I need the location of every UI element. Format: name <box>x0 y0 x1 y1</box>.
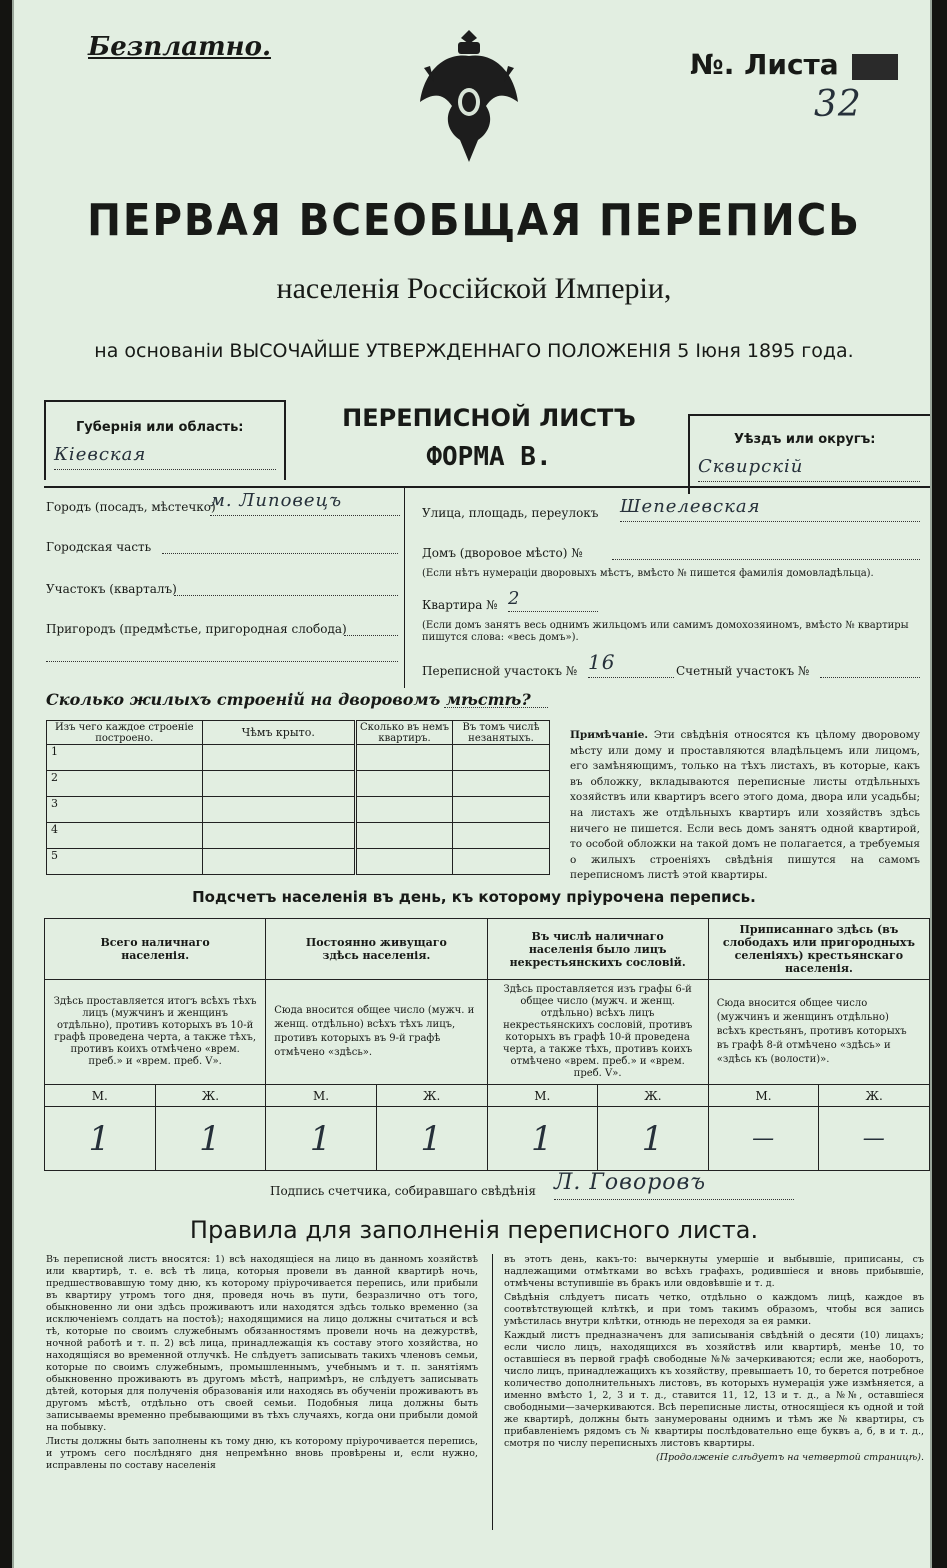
count-desc-total: Здѣсь проставляется итогъ всѣхъ тѣхъ лицъ (мужчинъ и женщинъ отдѣльно), противъ которыхъ въ 10-й графѣ проведена черта, а также тѣхъ, противъ коихъ отмѣчено «врем. преб.» и «врем. преб. V». <box>45 980 266 1085</box>
count-nonpeasant-m: 1 <box>487 1107 598 1171</box>
apartment-note: (Если домъ занятъ весь однимъ жильцомъ или самимъ домохозяиномъ, вмѣсто № квартиры пишутся слова: «весь домъ»). <box>422 620 909 643</box>
city-part-field <box>162 540 398 554</box>
rules-left-column <box>46 1254 478 1474</box>
buildings-row: 1 <box>47 745 203 771</box>
city-part-label: Городская часть <box>46 540 152 554</box>
rules-right-column <box>504 1254 924 1466</box>
district-label: Участокъ (кварталъ) <box>46 582 177 596</box>
buildings-row: 5 <box>47 849 203 875</box>
buildings-row: 2 <box>47 771 203 797</box>
f-label: Ж. <box>155 1085 266 1107</box>
count-permanent-f: 1 <box>376 1107 487 1171</box>
buildings-head-material: Изъ чего каждое строеніе построено. <box>47 721 203 745</box>
counting-district-field <box>820 664 920 678</box>
apartment-label: Квартира № <box>422 598 498 612</box>
rules-title: Правила для заполненія переписного листа. <box>189 1216 759 1244</box>
m-label: М. <box>708 1085 819 1107</box>
ink-blot <box>852 54 898 80</box>
rules-right-text-2: Свѣдѣнія слѣдуетъ писать четко, отдѣльно о каждомъ лицѣ, каждое въ соотвѣтствующей клѣткѣ, и при томъ такимъ образомъ, чтобы вся запись умѣстилась внутри клѣтки, отнюдь не переходя за ея рамки. <box>504 1292 924 1327</box>
double-headed-eagle-emblem <box>414 22 524 172</box>
free-label: Безплатно. <box>88 32 271 62</box>
count-peasant-m: — <box>708 1107 819 1171</box>
house-field <box>612 546 920 560</box>
signature-value: Л. Говоровъ <box>554 1170 794 1200</box>
rules-right-text: въ этотъ день, какъ-то: вычеркнуты умершіе и выбывшіе, приписаны, съ надлежащими отмѣтками во всѣхъ графахъ, родившіеся и вновь прибывшіе, отмѣчены вступившіе въ бракъ или овдовѣвшіе и т. д. <box>504 1254 924 1289</box>
census-form-page <box>12 0 932 1568</box>
buildings-head-roof: Чѣмъ крыто. <box>202 721 356 745</box>
count-total-m: 1 <box>45 1107 156 1171</box>
rules-continued: (Продолженіе слѣдуетъ на четвертой страницѣ). <box>656 1452 924 1463</box>
signature-label: Подпись счетчика, собиравшаго свѣдѣнія <box>270 1184 536 1198</box>
house-note: (Если нѣтъ нумераціи дворовыхъ мѣстъ, вмѣсто № пишется фамилія домовладѣльца). <box>422 568 874 579</box>
house-label: Домъ (дворовое мѣсто) № <box>422 546 583 560</box>
buildings-head-flats: Сколько въ немъ квартиръ. <box>356 721 453 745</box>
buildings-row: 3 <box>47 797 203 823</box>
suburb-label: Пригородъ (предмѣстье, пригородная слобода) <box>46 622 347 636</box>
note-text: Эти свѣдѣнія относятся къ цѣлому дворовому мѣсту или дому и проставляются владѣльцемъ или лицомъ, его замѣняющимъ, только на тѣхъ листахъ, въ которые, какъ въ обложку, вкладываются переписные листы отдѣльныхъ хозяйствъ или квартиръ всего этого дома, двора или усадьбы; на листахъ же отдѣльныхъ квартиръ или хозяйствъ здѣсь ничего не пишется. Если весь домъ занятъ одной квартирой, то особой обложки на такой домъ не полагается, а требуемыя о жилыхъ строеніяхъ свѣдѣнія пишутся на самомъ переписномъ листѣ этой квартиры. <box>570 729 920 882</box>
note-lead: Примѣчаніе. <box>570 729 649 741</box>
buildings-question: Сколько жилыхъ строеній на дворовомъ мѣстѣ? <box>46 690 531 709</box>
count-head-permanent: Постоянно живущаго здѣсь населенія. <box>266 919 487 980</box>
f-label: Ж. <box>598 1085 709 1107</box>
sheet-number-label: №. Листа <box>690 48 839 81</box>
count-head-peasant: Приписаннаго здѣсь (въ слободахъ или пригородныхъ селеніяхъ) крестьянскаго населенія. <box>708 919 929 980</box>
street-value: Шепелевская <box>620 496 920 522</box>
count-desc-nonpeasant: Здѣсь проставляется изъ графы 6-й общее число (мужч. и женщ. отдѣльно) всѣхъ лицъ некрестьянскихъ сословій, противъ которыхъ въ графѣ 10-й проведена черта, а также тѣхъ, противъ коихъ отмѣчено «врем. преб.» и «врем. преб. V». <box>487 980 708 1085</box>
form-letter: ФОРМА В. <box>426 442 552 472</box>
form-title: ПЕРЕПИСНОЙ ЛИСТЪ <box>342 404 636 432</box>
f-label: Ж. <box>376 1085 487 1107</box>
rules-left-text-2: Листы должны быть заполнены къ тому дню, къ которому пріурочивается перепись, и утромъ сего послѣдняго дня непремѣнно вновь провѣрены и, если нужно, исправлены по составу населенія <box>46 1436 478 1471</box>
legal-basis: на основаніи ВЫСОЧАЙШЕ УТВЕРЖДЕННАГО ПОЛОЖЕНІЯ 5 Іюня 1895 года. <box>94 340 854 362</box>
count-title: Подсчетъ населенія въ день, къ которому пріурочена перепись. <box>192 888 756 906</box>
suburb-field-2 <box>46 648 398 662</box>
uezd-label: Уѣздъ или округъ: <box>734 432 876 447</box>
buildings-row: 4 <box>47 823 203 849</box>
m-label: М. <box>45 1085 156 1107</box>
buildings-field <box>444 694 548 708</box>
count-desc-peasant: Сюда вносится общее число (мужчинъ и женщинъ отдѣльно) всѣхъ крестьянъ, противъ которыхъ въ графѣ 8-й отмѣчено «здѣсь» и «здѣсь къ (волости)». <box>708 980 929 1085</box>
census-district-label: Переписной участокъ № <box>422 664 578 678</box>
count-peasant-f: — <box>819 1107 930 1171</box>
street-label: Улица, площадь, переулокъ <box>422 506 599 520</box>
count-nonpeasant-f: 1 <box>598 1107 709 1171</box>
rules-right-text-3: Каждый листъ предназначенъ для записыванія свѣдѣній о десяти (10) лицахъ; если число лицъ, находящихся въ хозяйствѣ или квартирѣ, менѣе 10, то оставшіеся въ первой графѣ свободные №№ зачеркиваются; если же, наоборотъ, число лицъ, принадлежащихъ къ хозяйству, превышаетъ 10, то берется потребное количество дополнительныхъ листовъ, въ которыхъ нумерація уже измѣняется, а именно вмѣсто 1, 2, 3 и т. д., ставится 11, 12, 13 и т. д., а №№, оставшіеся свободными—зачеркиваются. Всѣ переписные листы, относящіеся къ одной и той же квартирѣ, должны быть занумерованы однимъ и тѣмъ же № квартиры, съ прибавленіемъ рядомъ съ № квартиры послѣдовательно еще буквъ а, б, в и т. д., смотря по числу переписныхъ листовъ квартиры. <box>504 1330 924 1449</box>
city-value: м. Липовецъ <box>210 490 400 516</box>
m-label: М. <box>266 1085 377 1107</box>
counting-district-label: Счетный участокъ № <box>676 664 810 678</box>
city-label: Городъ (посадъ, мѣстечко) <box>46 500 216 514</box>
census-subtitle: населенія Россійской Имперіи, <box>276 272 672 305</box>
count-permanent-m: 1 <box>266 1107 377 1171</box>
uezd-value: Сквирскій <box>698 456 920 482</box>
buildings-head-vacant: Въ томъ числѣ незанятыхъ. <box>453 721 550 745</box>
district-field <box>174 582 398 596</box>
buildings-table <box>46 720 550 875</box>
count-head-total: Всего наличнаго населенія. <box>45 919 266 980</box>
census-district-value: 16 <box>588 650 674 678</box>
buildings-note <box>570 728 920 884</box>
f-label: Ж. <box>819 1085 930 1107</box>
rules-left-text: Въ переписной листъ вносятся: 1) всѣ находящіеся на лицо въ данномъ хозяйствѣ или квартирѣ, т. е. всѣ тѣ лица, которыя провели въ данной квартирѣ ночь, предшествовавшую тому дню, къ которому пріурочивается перепись, или прибыли въ квартиру утромъ того дня, проведя ночь въ пути, безразлично отъ того, обыкновенно ли они здѣсь проживаютъ или находятся здѣсь только временно (за исключеніемъ солдатъ на постоѣ); находящимися на лицо должны считаться и всѣ тѣ, которые по своимъ служебнымъ обязанностямъ провели ночь на дежурствѣ, ночной работѣ и т. п. 2) всѣ лица, принадлежащія къ составу этого хозяйства, но находящіяся во временной отлучкѣ. Не слѣдуетъ записывать такихъ членовъ семьи, которые по своимъ служебнымъ, промышленнымъ, учебнымъ и т. п. занятіямъ обыкновенно проживаютъ въ другомъ мѣстѣ, напримѣръ, не слѣдуетъ записывать дѣтей, которыя для полученія образованія или находясь въ обученіи проживаютъ въ другомъ мѣстѣ, отдѣльно отъ своей семьи. Подобныя лица должны быть записываемы временно пребывающими въ тѣхъ случаяхъ, когда они прибыли домой на побывку. <box>46 1254 478 1433</box>
sheet-number-value: 32 <box>814 84 862 125</box>
population-count-table <box>44 918 930 1171</box>
suburb-field <box>344 622 398 636</box>
gubernia-value: Кіевская <box>54 444 276 470</box>
count-desc-permanent: Сюда вносится общее число (мужч. и женщ. отдѣльно) всѣхъ тѣхъ лицъ, противъ которыхъ въ 9-й графѣ отмѣчено «здѣсь». <box>266 980 487 1085</box>
count-head-nonpeasant: Въ числѣ наличнаго населенія было лицъ некрестьянскихъ сословій. <box>487 919 708 980</box>
m-label: М. <box>487 1085 598 1107</box>
count-total-f: 1 <box>155 1107 266 1171</box>
gubernia-label: Губернія или область: <box>76 420 244 435</box>
apartment-value: 2 <box>508 588 598 612</box>
census-title: ПЕРВАЯ ВСЕОБЩАЯ ПЕРЕПИСЬ <box>87 195 861 246</box>
